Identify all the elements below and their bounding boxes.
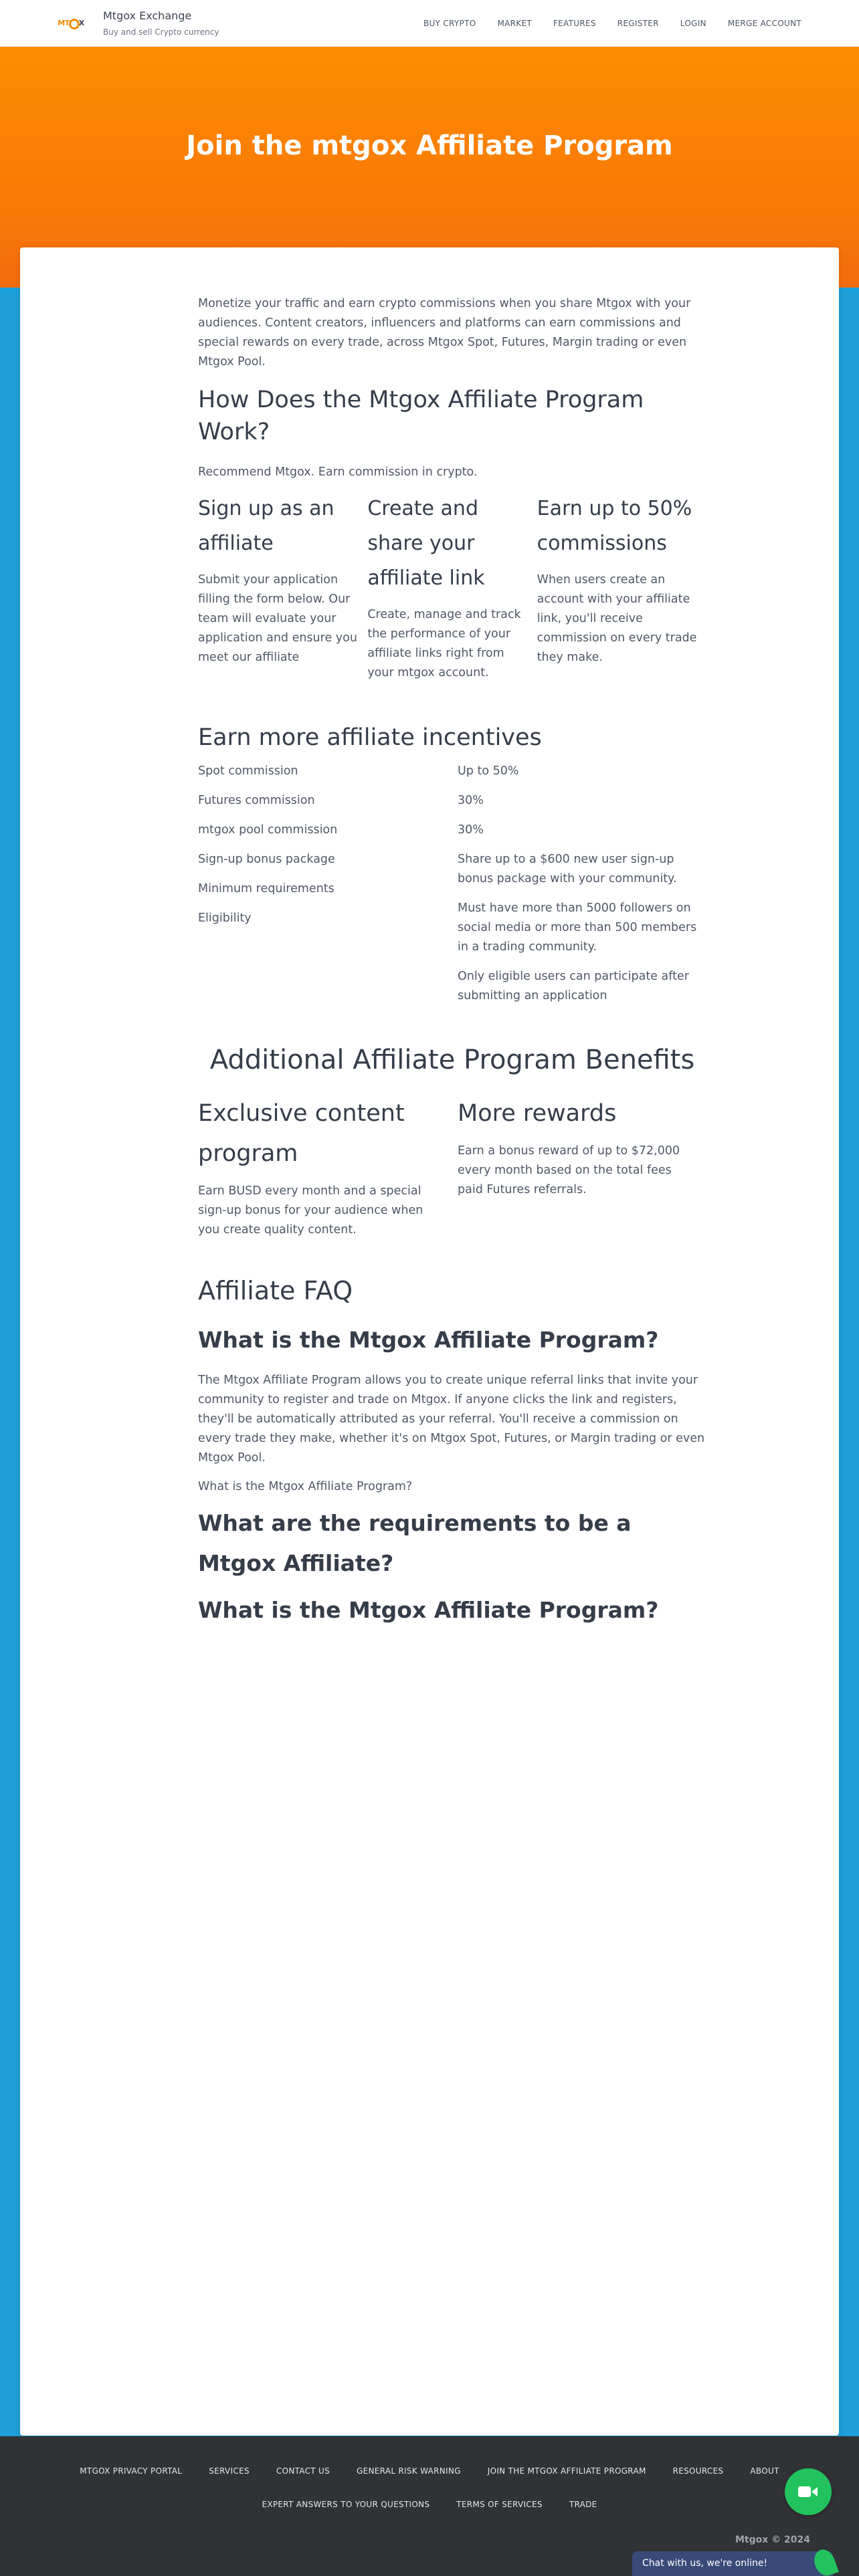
top-navbar bbox=[0, 0, 859, 47]
faq-question[interactable]: What is the Mtgox Affiliate Program? bbox=[198, 1327, 659, 1353]
faq-question[interactable]: What are the requirements to be a Mtgox Affiliate? bbox=[198, 1510, 632, 1576]
incentive-value: 30% bbox=[458, 794, 484, 807]
benefit-exclusive-content bbox=[198, 1093, 458, 1240]
nav-login[interactable]: LOGIN bbox=[680, 19, 706, 28]
incentive-values bbox=[458, 762, 706, 1016]
benefit-more-rewards bbox=[458, 1093, 706, 1240]
brand-subtitle: Buy and sell Crypto currency bbox=[103, 27, 219, 37]
footer-link-trade[interactable]: TRADE bbox=[569, 2500, 597, 2509]
footer-links-primary bbox=[0, 2466, 859, 2476]
benefits-title: Additional Affiliate Program Benefits bbox=[209, 1045, 695, 1075]
incentive-value: 30% bbox=[458, 823, 484, 837]
footer-link-services[interactable]: SERVICES bbox=[209, 2466, 250, 2476]
faq-answer: The Mtgox Affiliate Program allows you to create unique referral links that invite your community to register and trade on Mtgox. If anyone clicks the link and registers, they'll be automatically attributed as your referral. You'll receive a commission on every trade they make, whether it's on Mtgox Spot, Futures, or Margin trading or even Mtgox Pool. bbox=[198, 1374, 705, 1465]
footer-link-privacy[interactable]: MTGOX PRIVACY PORTAL bbox=[80, 2466, 183, 2476]
benefit-title: Exclusive content program bbox=[198, 1100, 405, 1167]
chat-widget-text: Chat with us, we're online! bbox=[642, 2558, 768, 2569]
intro-text: Monetize your traffic and earn crypto commissions when you share Mtgox with your audiences. Content creators, influencers and platforms can earn commissions and special rewards on every trade, across Mtgox Spot, Futures, Margin trading or even Mtgox Pool. bbox=[198, 297, 691, 368]
nav-merge-account[interactable]: MERGE ACCOUNT bbox=[727, 19, 801, 28]
brand-title: Mtgox Exchange bbox=[103, 9, 192, 22]
footer-links-secondary bbox=[0, 2500, 859, 2509]
faq-answer-note: What is the Mtgox Affiliate Program? bbox=[198, 1480, 413, 1493]
incentive-label: Eligibility bbox=[198, 911, 252, 925]
footer-link-about[interactable]: ABOUT bbox=[750, 2466, 779, 2476]
step-title: Create and share your affiliate link bbox=[367, 497, 485, 590]
incentive-label: Futures commission bbox=[198, 794, 315, 807]
steps-row bbox=[198, 492, 706, 683]
brand[interactable] bbox=[54, 9, 219, 37]
faq-question[interactable]: What is the Mtgox Affiliate Program? bbox=[198, 1597, 659, 1623]
step-text: Create, manage and track the performance of your affiliate links right from your mtgox account. bbox=[367, 608, 521, 679]
hero-title: Join the mtgox Affiliate Program bbox=[186, 130, 673, 161]
incentive-value: Up to 50% bbox=[458, 764, 519, 778]
video-camera-icon bbox=[798, 2485, 818, 2498]
how-it-works-subtitle: Recommend Mtgox. Earn commission in crypto. bbox=[198, 465, 478, 479]
nav-register[interactable]: REGISTER bbox=[617, 19, 659, 28]
step-earn bbox=[537, 492, 706, 683]
footer-link-resources[interactable]: RESOURCES bbox=[672, 2466, 724, 2476]
nav-buy-crypto[interactable]: BUY CRYPTO bbox=[423, 19, 476, 28]
footer-link-terms[interactable]: TERMS OF SERVICES bbox=[456, 2500, 543, 2509]
main-nav bbox=[402, 19, 801, 28]
footer-link-risk-warning[interactable]: GENERAL RISK WARNING bbox=[357, 2466, 461, 2476]
nav-market[interactable]: MARKET bbox=[497, 19, 532, 28]
incentive-value: Must have more than 5000 followers on social media or more than 500 members in a trading community. bbox=[458, 901, 697, 954]
incentive-label: Spot commission bbox=[198, 764, 298, 778]
mtgox-logo[interactable]: MT X bbox=[54, 13, 88, 33]
chat-widget-bar[interactable] bbox=[632, 2551, 833, 2576]
step-signup bbox=[198, 492, 367, 683]
incentive-value: Only eligible users can participate after submitting an application bbox=[458, 970, 689, 1002]
content-card bbox=[20, 247, 839, 2436]
incentives-table bbox=[198, 762, 706, 1016]
benefit-text: Earn a bonus reward of up to $72,000 every month based on the total fees paid Futures referrals. bbox=[458, 1144, 680, 1196]
incentives-title: Earn more affiliate incentives bbox=[198, 724, 542, 751]
step-title: Sign up as an affiliate bbox=[198, 497, 335, 555]
step-create-link bbox=[367, 492, 537, 683]
benefit-title: More rewards bbox=[458, 1100, 617, 1127]
footer-link-expert-answers[interactable]: EXPERT ANSWERS TO YOUR QUESTIONS bbox=[262, 2500, 430, 2509]
incentive-labels bbox=[198, 762, 458, 1016]
step-text: When users create an account with your affiliate link, you'll receive commission on every trade they make. bbox=[537, 573, 697, 664]
incentive-value: Share up to a $600 new user sign-up bonus package with your community. bbox=[458, 853, 677, 885]
footer-link-contact[interactable]: CONTACT US bbox=[276, 2466, 330, 2476]
faq-title: Affiliate FAQ bbox=[198, 1276, 353, 1305]
nav-features[interactable]: FEATURES bbox=[553, 19, 596, 28]
copyright: Mtgox © 2024 bbox=[735, 2535, 810, 2545]
step-title: Earn up to 50% commissions bbox=[537, 497, 692, 555]
incentive-label: Sign-up bonus package bbox=[198, 853, 335, 866]
incentive-label: mtgox pool commission bbox=[198, 823, 338, 837]
footer-link-affiliate[interactable]: JOIN THE MTGOX AFFILIATE PROGRAM bbox=[487, 2466, 646, 2476]
step-text: Submit your application filling the form below. Our team will evaluate your application and ensure you meet our affiliate bbox=[198, 573, 357, 664]
how-it-works-title: How Does the Mtgox Affiliate Program Work? bbox=[198, 387, 644, 445]
benefits-row bbox=[198, 1093, 706, 1240]
main-content bbox=[198, 294, 706, 1630]
incentive-label: Minimum requirements bbox=[198, 882, 335, 895]
video-call-button[interactable] bbox=[785, 2468, 832, 2515]
benefit-text: Earn BUSD every month and a special sign-up bonus for your audience when you create quality content. bbox=[198, 1184, 423, 1237]
